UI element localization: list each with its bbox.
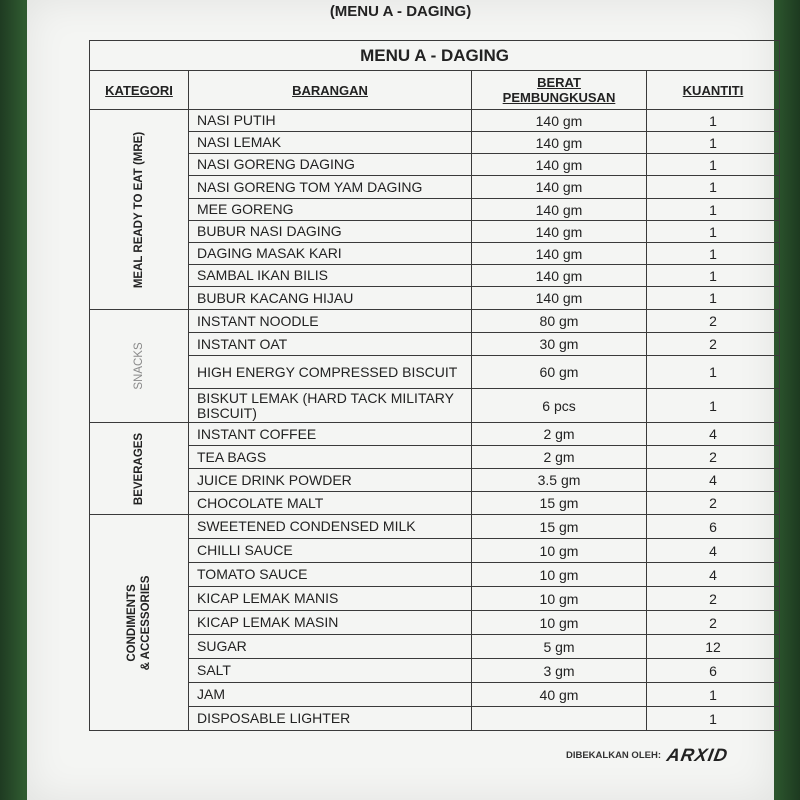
item-quantity: 2 — [647, 310, 780, 333]
item-quantity: 12 — [647, 635, 780, 659]
header-category: KATEGORI — [90, 71, 189, 110]
table-row — [90, 469, 780, 492]
item-weight: 10 gm — [472, 587, 647, 611]
item-name: KICAP LEMAK MASIN — [189, 611, 472, 635]
item-weight: 140 gm — [472, 287, 647, 310]
table-row — [90, 446, 780, 469]
item-quantity: 4 — [647, 469, 780, 492]
table-row — [90, 287, 780, 310]
item-quantity: 2 — [647, 333, 780, 356]
menu-table — [89, 40, 780, 731]
category-label-line1: CONDIMENTS — [126, 583, 138, 662]
item-quantity: 6 — [647, 515, 780, 539]
item-name: SAMBAL IKAN BILIS — [189, 265, 472, 287]
item-weight: 140 gm — [472, 110, 647, 132]
table-row — [90, 707, 780, 731]
item-weight: 30 gm — [472, 333, 647, 356]
table-row — [90, 635, 780, 659]
item-weight: 140 gm — [472, 154, 647, 176]
header-quantity: KUANTITI — [647, 71, 780, 110]
table-row — [90, 515, 780, 539]
header-weight-line2: PEMBUNGKUSAN — [502, 90, 616, 105]
table-row — [90, 611, 780, 635]
item-weight: 140 gm — [472, 199, 647, 221]
table-row — [90, 492, 780, 515]
item-weight: 40 gm — [472, 683, 647, 707]
table-row — [90, 333, 780, 356]
item-weight: 2 gm — [472, 423, 647, 446]
table-row — [90, 356, 780, 389]
item-name: BUBUR KACANG HIJAU — [189, 287, 472, 310]
item-weight: 5 gm — [472, 635, 647, 659]
brand-logo: ARXID — [665, 745, 730, 765]
item-quantity: 1 — [647, 683, 780, 707]
table-row — [90, 423, 780, 446]
item-name: TOMATO SAUCE — [189, 563, 472, 587]
item-quantity: 1 — [647, 287, 780, 310]
item-weight: 3.5 gm — [472, 469, 647, 492]
table-row — [90, 154, 780, 176]
item-weight: 140 gm — [472, 243, 647, 265]
item-weight: 15 gm — [472, 515, 647, 539]
table-row — [90, 221, 780, 243]
table-row — [90, 659, 780, 683]
item-quantity: 1 — [647, 707, 780, 731]
item-name: BISKUT LEMAK (HARD TACK MILITARY BISCUIT) — [189, 389, 472, 423]
item-quantity: 4 — [647, 563, 780, 587]
item-quantity: 1 — [647, 199, 780, 221]
item-quantity: 2 — [647, 446, 780, 469]
item-weight: 10 gm — [472, 539, 647, 563]
item-weight: 10 gm — [472, 563, 647, 587]
item-quantity: 2 — [647, 587, 780, 611]
table-row — [90, 199, 780, 221]
item-name: CHOCOLATE MALT — [189, 492, 472, 515]
item-name: NASI GORENG TOM YAM DAGING — [189, 176, 472, 199]
item-quantity: 1 — [647, 110, 780, 132]
table-row — [90, 132, 780, 154]
item-quantity: 1 — [647, 265, 780, 287]
item-name: INSTANT OAT — [189, 333, 472, 356]
table-title-row — [90, 41, 780, 71]
item-name: MEE GORENG — [189, 199, 472, 221]
item-weight: 140 gm — [472, 132, 647, 154]
table-header-row — [90, 71, 780, 110]
table-row — [90, 310, 780, 333]
table-row — [90, 587, 780, 611]
item-name: JUICE DRINK POWDER — [189, 469, 472, 492]
category-label-line2: & ACCESSORIES — [140, 575, 152, 670]
item-name: BUBUR NASI DAGING — [189, 221, 472, 243]
item-quantity: 1 — [647, 132, 780, 154]
table-title: MENU A - DAGING — [90, 41, 780, 71]
item-name: TEA BAGS — [189, 446, 472, 469]
item-name: JAM — [189, 683, 472, 707]
item-weight: 140 gm — [472, 176, 647, 199]
item-quantity: 4 — [647, 423, 780, 446]
item-name: NASI PUTIH — [189, 110, 472, 132]
category-label: MEAL READY TO EAT (MRE) — [133, 131, 145, 288]
item-name: NASI LEMAK — [189, 132, 472, 154]
table-row — [90, 563, 780, 587]
item-weight: 3 gm — [472, 659, 647, 683]
category-label — [125, 575, 153, 670]
category-cell — [90, 423, 189, 515]
item-name: SWEETENED CONDENSED MILK — [189, 515, 472, 539]
item-quantity: 2 — [647, 492, 780, 515]
item-name: DAGING MASAK KARI — [189, 243, 472, 265]
header-weight-line1: BERAT — [537, 75, 581, 90]
item-name: SUGAR — [189, 635, 472, 659]
item-quantity: 2 — [647, 611, 780, 635]
item-weight: 10 gm — [472, 611, 647, 635]
item-quantity: 1 — [647, 356, 780, 389]
top-heading: (MENU A - DAGING) — [329, 3, 472, 20]
category-cell — [90, 110, 189, 310]
table-row — [90, 243, 780, 265]
footer — [566, 745, 728, 766]
supplier-label: DIBEKALKAN OLEH: — [565, 750, 661, 761]
item-weight: 6 pcs — [472, 389, 647, 423]
header-weight — [472, 71, 647, 110]
category-label: BEVERAGES — [133, 432, 145, 505]
table-row — [90, 265, 780, 287]
table-row — [90, 176, 780, 199]
table-row — [90, 110, 780, 132]
category-cell — [90, 310, 189, 423]
item-name: NASI GORENG DAGING — [189, 154, 472, 176]
header-item: BARANGAN — [189, 71, 472, 110]
item-weight: 80 gm — [472, 310, 647, 333]
item-quantity: 1 — [647, 221, 780, 243]
item-weight: 140 gm — [472, 221, 647, 243]
category-label: SNACKS — [133, 342, 145, 390]
item-name: CHILLI SAUCE — [189, 539, 472, 563]
item-quantity: 1 — [647, 154, 780, 176]
item-weight — [472, 707, 647, 731]
item-name: SALT — [189, 659, 472, 683]
item-name: HIGH ENERGY COMPRESSED BISCUIT — [189, 356, 472, 389]
item-weight: 140 gm — [472, 265, 647, 287]
item-quantity: 6 — [647, 659, 780, 683]
table-row — [90, 539, 780, 563]
item-name: DISPOSABLE LIGHTER — [189, 707, 472, 731]
item-name: KICAP LEMAK MANIS — [189, 587, 472, 611]
item-quantity: 1 — [647, 243, 780, 265]
menu-sheet — [27, 0, 774, 800]
item-weight: 2 gm — [472, 446, 647, 469]
item-quantity: 1 — [647, 176, 780, 199]
table-row — [90, 683, 780, 707]
item-weight: 15 gm — [472, 492, 647, 515]
item-name: INSTANT NOODLE — [189, 310, 472, 333]
table-row — [90, 389, 780, 423]
item-name: INSTANT COFFEE — [189, 423, 472, 446]
item-weight: 60 gm — [472, 356, 647, 389]
item-quantity: 1 — [647, 389, 780, 423]
item-quantity: 4 — [647, 539, 780, 563]
category-cell — [90, 515, 189, 731]
